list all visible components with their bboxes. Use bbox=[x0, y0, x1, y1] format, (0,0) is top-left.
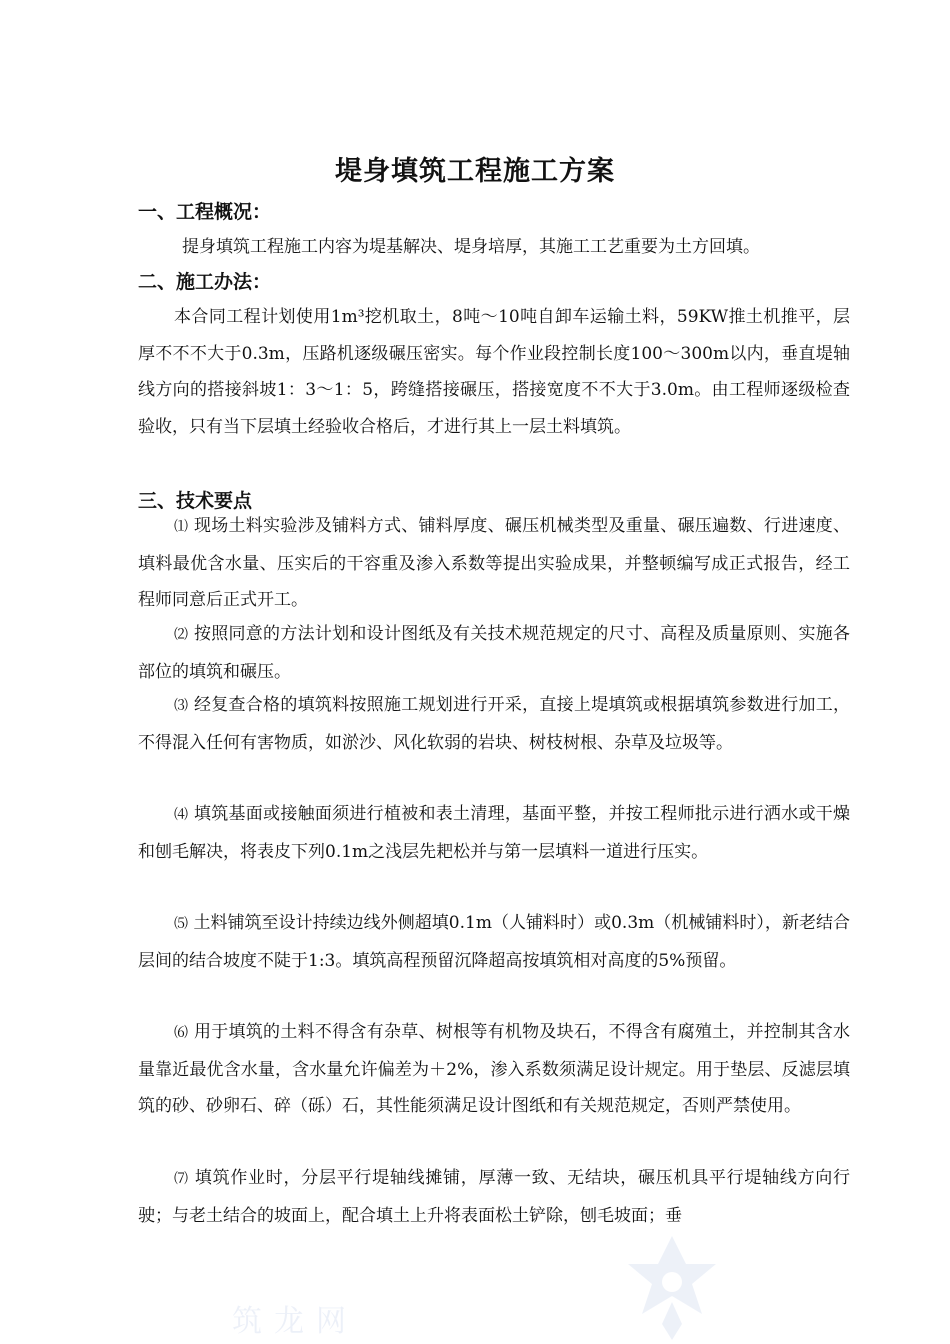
item-text: 现场土料实验涉及铺料方式、铺料厚度、碾压机械类型及重量、碾压遍数、行进速度、填料最优含水量、压实后的干容重及渗入系数等提出实验成果，并整顿编写成正式报告，经工程师同意后正式开工。 bbox=[138, 516, 851, 611]
list-item bbox=[138, 687, 850, 761]
paragraph-overview: 提身填筑工程施工内容为堤基解决、堤身培厚，其施工工艺重要为土方回填。 bbox=[182, 237, 760, 257]
document-title: 堤身填筑工程施工方案 bbox=[335, 156, 615, 187]
item-number: ⑷ bbox=[174, 807, 189, 823]
item-number: ⑶ bbox=[174, 698, 189, 714]
list-item bbox=[138, 796, 850, 870]
item-number: ⑴ bbox=[174, 519, 189, 535]
list-item bbox=[138, 905, 850, 979]
item-text: 填筑作业时，分层平行堤轴线摊铺，厚薄一致、无结块，碾压机具平行堤轴线方向行驶；与老土结合的坡面上，配合填土上升将表面松土铲除，刨毛坡面；垂 bbox=[138, 1168, 851, 1226]
item-number: ⑸ bbox=[174, 916, 189, 932]
section-heading-overview: 一、工程概况： bbox=[138, 201, 272, 223]
list-item bbox=[138, 508, 850, 619]
item-number: ⑹ bbox=[174, 1025, 189, 1041]
list-item bbox=[138, 616, 850, 690]
item-text: 填筑基面或接触面须进行植被和表土清理，基面平整，并按工程师批示进行洒水或干燥和刨毛解决，将表皮下列0.1m之浅层先耙松并与第一层填料一道进行压实。 bbox=[138, 804, 851, 862]
item-number: ⑺ bbox=[174, 1171, 189, 1187]
item-text: 用于填筑的土料不得含有杂草、树根等有机物及块石，不得含有腐殖土，并控制其含水量靠近最优含水量，含水量允许偏差为＋2%，渗入系数须满足设计规定。用于垫层、反滤层填筑的砂、砂卵石、碎（砾）石，其性能须满足设计图纸和有关规范规定，否则严禁使用。 bbox=[138, 1022, 851, 1117]
list-item bbox=[138, 1014, 850, 1125]
item-number: ⑵ bbox=[174, 627, 189, 643]
section-heading-technical-points: 三、技术要点 bbox=[138, 490, 253, 512]
item-text: 经复查合格的填筑料按照施工规划进行开采，直接上堤填筑或根据填筑参数进行加工，不得混入任何有害物质，如淤沙、风化软弱的岩块、树枝树根、杂草及垃圾等。 bbox=[138, 695, 851, 753]
list-item bbox=[138, 1160, 850, 1234]
watermark-text: 筑龙网 bbox=[232, 1304, 358, 1336]
paragraph-method: 本合同工程计划使用1m³挖机取土，8吨～10吨自卸车运输土料，59KW推土机推平，层厚不不不大于0.3m，压路机逐级碾压密实。每个作业段控制长度100～300m以内，垂直堤轴线方向的搭接斜坡1：3～1：5，跨缝搭接碾压，搭接宽度不不大于3.0m。由工程师逐级检查验收，只有当下层填土经验收合格后，才进行其上一层土料填筑。 bbox=[138, 307, 850, 438]
item-text: 按照同意的方法计划和设计图纸及有关技术规范规定的尺寸、高程及质量原则、实施各部位的填筑和碾压。 bbox=[138, 624, 851, 682]
section-heading-method: 二、施工办法： bbox=[138, 271, 272, 293]
item-text: 土料铺筑至设计持续边线外侧超填0.1m（人铺料时）或0.3m（机械铺料时），新老结合层间的结合坡度不陡于1:3。填筑高程预留沉降超高按填筑相对高度的5%预留。 bbox=[138, 913, 851, 971]
